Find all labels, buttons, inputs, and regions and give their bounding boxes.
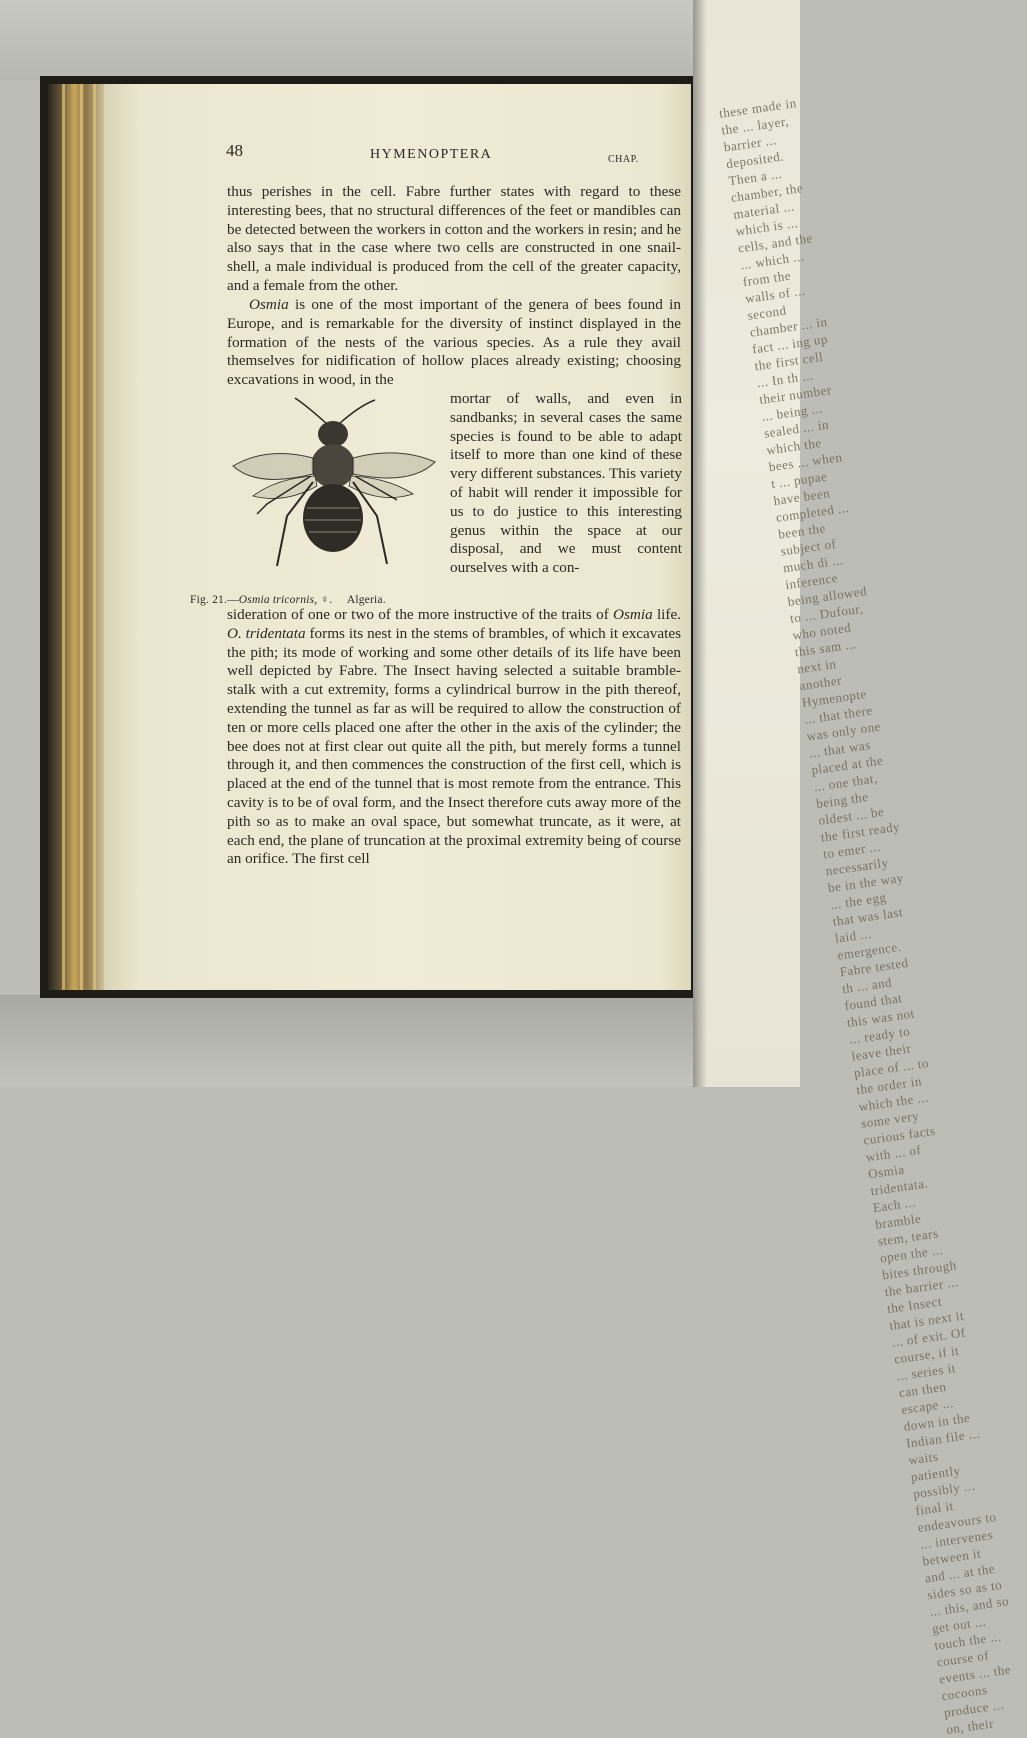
caption-sex: ♀. [320, 594, 333, 606]
page-number: 48 [226, 141, 243, 160]
caption-locality: Algeria. [346, 594, 386, 606]
figure-osmia-bee [227, 396, 440, 596]
facing-page-text-area [700, 95, 1012, 1737]
caption-prefix: Fig. 21.— [190, 594, 239, 606]
caption-species: Osmia tricornis, [238, 594, 318, 606]
spine-stripe [80, 84, 83, 990]
paragraph-2-cont-b: life. [652, 606, 681, 623]
genus-osmia: Osmia [249, 296, 289, 313]
paragraph-2-cont-c: forms its nest in the stems of brambles, of which it excavates the pith; its mode of working and some other details of its life have been well depicted by Fabre. The Insect having selected a suitable bramble-stalk with a cut extremity, forms a cylindrical burrow in the pith thereof, extending the tunnel as far as will be required to allow the construction of ten or more cells placed one after the other in the axis of the cylinder; the bee does not at first clear out quite all the pith, but merely forms a tunnel through it, and then commences the construction of the first cell, which is placed at the end of the tunnel that is most remote from the entrance. This cavity is to be of oval form, and the Insect therefore cuts away more of the pith so as to make an oval space, but somewhat truncate, as it were, at each end, the plane of truncation at the proximal extremity being of course an orifice. The first cell [227, 624, 681, 868]
spine-stripe [62, 84, 65, 990]
bee-abdomen [303, 484, 363, 552]
paragraph-2-lead-body: is one of the most important of the genera of bees found in Europe, and is remarkable for the diversity of instinct displayed in the formation of the nests of the various species. As a rule they avail themselves for nidification of hollow places already existing; choosing excavations in wood, in the [227, 296, 681, 389]
running-head-title: HYMENOPTERA [370, 147, 493, 162]
background-bottom [0, 995, 800, 1087]
paragraph-1-text: thus perishes in the cell. Fabre further states with regard to these interesting bees, that no structural differences of the feet or mandibles can be detected between the workers in cotton and the workers in resin; and he also says that in the case where two cells are constructed in one snail-shell, a male individual is produced from the cell of the greater capacity, and a female from the other. [227, 183, 681, 294]
bee-illustration [227, 396, 440, 596]
facing-page-text: these made in the ... layer, barrier ... deposited. Then a ... chamber, the material ... which is ... cells, and the ... which ... from the walls of ... second chamber ... in fact ... ing up the first cell ... In th ... their number ... being ... sealed ... in which the bees ... when t ... pupae have been completed ... been the subject of much di ... inference being allowed to ... Dufour, who noted this sam ... next in another Hymenopte ... that there was only one ... that was placed at the ... one that, being the oldest ... be the first ready to emer ... necessarily be in the way ... the egg that was last laid ... emergence. Fabre tested th ... and found that this was not ... ready to leave their place of ... to the order in which the ... some very curious facts with ... of Osmia tridentata. Each ... bramble stem, tears open the ... bites through the barrier ... the Insect that is next it ... of exit. Of course, if it ... series it can then escape ... down in the Indian file ... waits patiently possibly ... final it endeavours to ... intervenes between it and ... at the sides so as to ... this, and so get out ... touch the ... course of events ... the cocoons produce ... on, their [718, 95, 1012, 1737]
right-antenna [339, 400, 375, 424]
paragraph-2-lead-text [227, 296, 681, 390]
running-head-chapter: CHAP. [608, 154, 639, 165]
genus-osmia-2: Osmia [613, 606, 653, 623]
right-hindwing [349, 476, 413, 498]
bee-thorax [311, 444, 355, 488]
paragraph-1 [227, 183, 681, 296]
left-antenna [295, 398, 327, 424]
spine-stripe [93, 84, 96, 990]
right-forewing [353, 453, 435, 478]
figure-caption [190, 594, 450, 606]
bee-head [318, 421, 348, 447]
species-tridentata: O. tridentata [227, 624, 306, 642]
background-top [0, 0, 800, 80]
left-forewing [233, 454, 313, 480]
paragraph-2-cont-a: sideration of one or two of the more instructive of the traits of [227, 606, 614, 623]
book-spine [48, 84, 106, 990]
paragraph-2-wrap-text: mortar of walls, and even in sandbanks; in several cases the same species is found to be able to adapt itself to more than one kind of these very different substances. This variety of habit will render it impossible for us to do justice to this interesting genus within the space at our disposal, and we must content ourselves with a con- [450, 390, 682, 577]
paragraph-2-wrap [450, 390, 682, 578]
paragraph-2-continuation-text [227, 606, 681, 869]
paragraph-2-continuation [227, 606, 681, 869]
paragraph-2-lead [227, 296, 681, 390]
